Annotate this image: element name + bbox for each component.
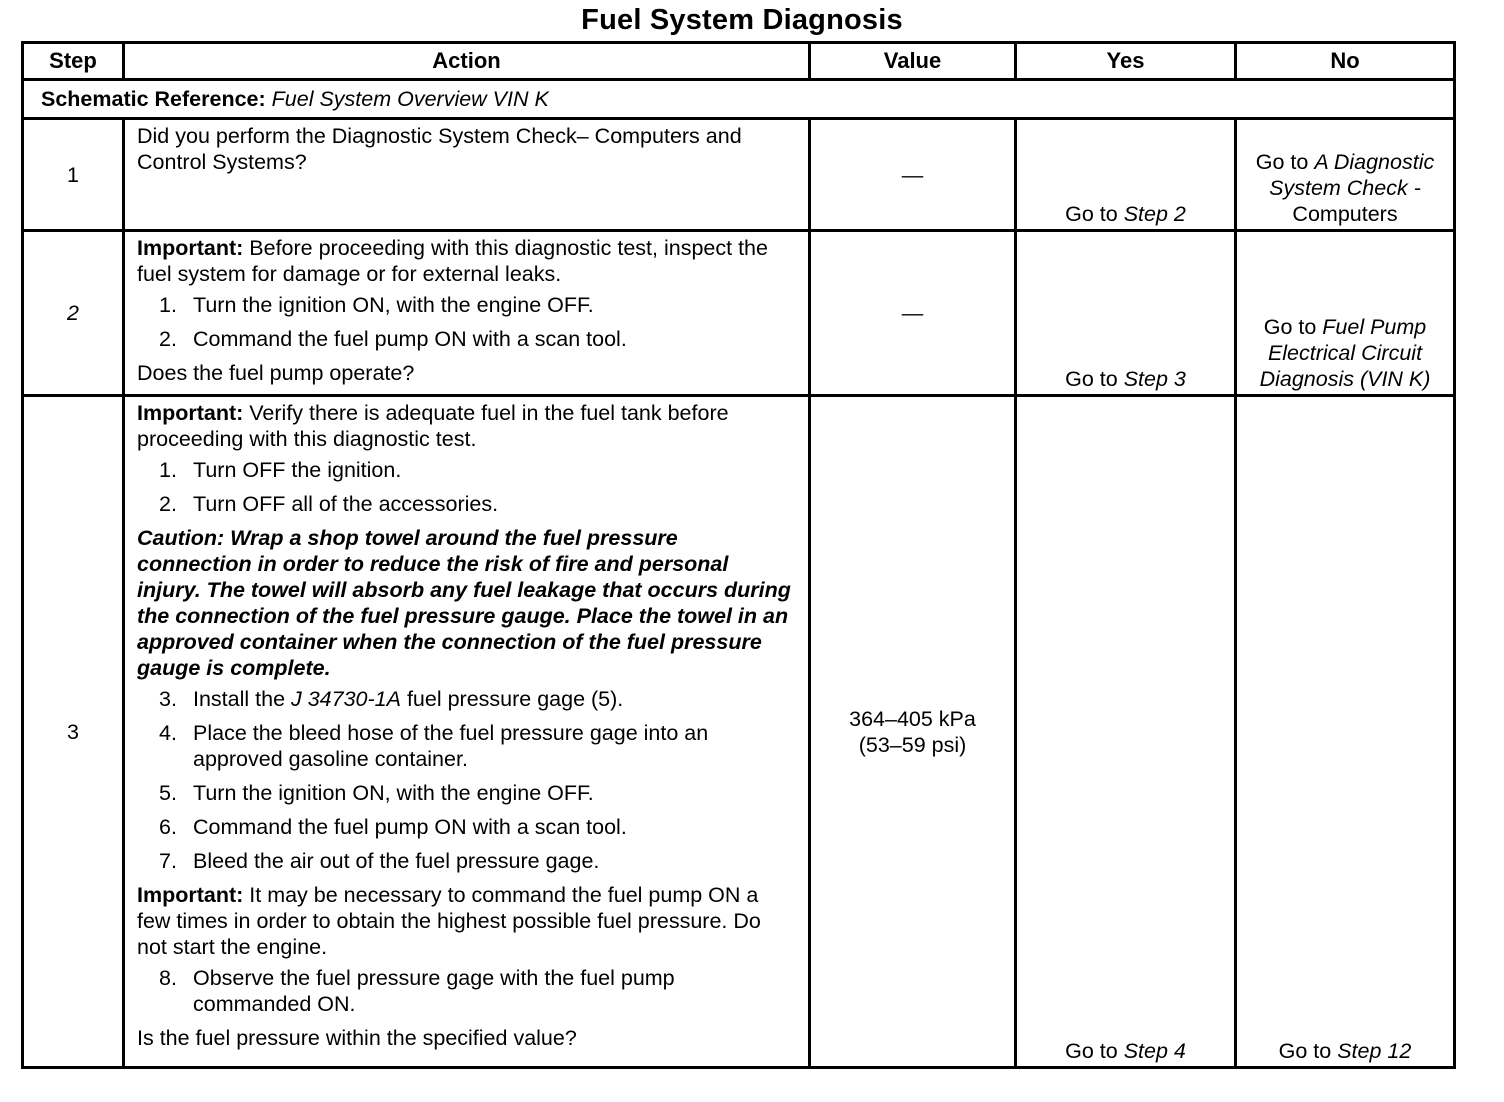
- list-number: 5.: [159, 781, 177, 805]
- header-step: Step: [23, 43, 124, 80]
- list-text: Place the bleed hose of the fuel pressure gage into an approved gasoline container.: [193, 721, 709, 771]
- important-text: It may be necessary to command the fuel pump ON a few times in order to obtain the highest possible fuel pressure. Do not start the engine.: [137, 883, 761, 959]
- yes-link[interactable]: Step 4: [1123, 1039, 1186, 1063]
- list-text: Command the fuel pump ON with a scan tool.: [193, 815, 627, 839]
- header-action: Action: [124, 43, 810, 80]
- list-item: [137, 965, 796, 1017]
- action-text: Did you perform the Diagnostic System Check– Computers and Control Systems?: [137, 124, 742, 174]
- list-item: [137, 686, 796, 712]
- list-number: 2.: [159, 327, 177, 351]
- list-number: 6.: [159, 815, 177, 839]
- list-number: 3.: [159, 687, 177, 711]
- table-row: [23, 231, 1455, 396]
- important-text: Before proceeding with this diagnostic test, inspect the fuel system for damage or for external leaks.: [137, 236, 768, 286]
- list-text: Install the: [193, 687, 291, 711]
- list-item: [137, 457, 796, 483]
- no-cell: [1236, 396, 1455, 1068]
- yes-prefix: Go to: [1065, 202, 1124, 226]
- yes-link[interactable]: Step 3: [1123, 367, 1186, 391]
- schematic-link[interactable]: Fuel System Overview VIN K: [271, 87, 549, 111]
- list-number: 4.: [159, 721, 177, 745]
- header-row: [23, 43, 1455, 80]
- question-text: Does the fuel pump operate?: [137, 361, 415, 385]
- action-cell: [124, 396, 810, 1068]
- value-cell: [810, 119, 1016, 231]
- list-text: Turn OFF the ignition.: [193, 458, 402, 482]
- header-no: No: [1236, 43, 1455, 80]
- list-number: 1.: [159, 458, 177, 482]
- list-text: fuel pressure gage (5).: [400, 687, 624, 711]
- list-number: 8.: [159, 966, 177, 990]
- step-number: 2: [23, 231, 124, 396]
- list-text: Bleed the air out of the fuel pressure gage.: [193, 849, 600, 873]
- list-text: Turn the ignition ON, with the engine OFF.: [193, 781, 594, 805]
- no-link[interactable]: A Diagnostic System Check -: [1269, 150, 1435, 200]
- yes-cell: [1016, 119, 1236, 231]
- header-yes: Yes: [1016, 43, 1236, 80]
- value-cell: [810, 396, 1016, 1068]
- list-text: Turn the ignition ON, with the engine OFF.: [193, 293, 594, 317]
- list-number: 1.: [159, 293, 177, 317]
- no-prefix: Go to: [1263, 315, 1323, 339]
- list-item: [137, 780, 796, 806]
- value-psi: (53–59 psi): [858, 732, 967, 757]
- list-number: 7.: [159, 849, 177, 873]
- caution-note: Caution: Wrap a shop towel around the fuel pressure connection in order to reduce the risk of fire and personal injury. The towel will absorb any fuel leakage that occurs during the connection of the fuel pressure gauge. Place the towel in an approved container when the connection of the fuel pressure gauge is complete.: [137, 526, 791, 680]
- yes-prefix: Go to: [1065, 1039, 1124, 1063]
- list-text: Command the fuel pump ON with a scan tool.: [193, 327, 627, 351]
- no-prefix: Go to: [1278, 1039, 1338, 1063]
- important-label: Important:: [137, 883, 244, 907]
- table-row: [23, 396, 1455, 1068]
- important-note: [137, 882, 796, 960]
- value-cell: [810, 231, 1016, 396]
- important-label: Important:: [137, 236, 244, 260]
- list-item: [137, 292, 796, 318]
- table-row: [23, 119, 1455, 231]
- no-prefix: Go to: [1255, 150, 1315, 174]
- important-note: [137, 400, 796, 452]
- no-cell: [1236, 119, 1455, 231]
- yes-cell: [1016, 231, 1236, 396]
- step-number: 3: [23, 396, 124, 1068]
- list-item: [137, 491, 796, 517]
- procedure-list: [137, 292, 796, 352]
- action-cell: [124, 119, 810, 231]
- schematic-label: Schematic Reference:: [41, 87, 266, 111]
- yes-link[interactable]: Step 2: [1123, 202, 1186, 226]
- question-text: Is the fuel pressure within the specified value?: [137, 1026, 577, 1050]
- value-dash: —: [901, 162, 924, 187]
- diagnosis-table: [21, 41, 1456, 1069]
- yes-cell: [1016, 396, 1236, 1068]
- yes-prefix: Go to: [1065, 367, 1124, 391]
- step-number: 1: [23, 119, 124, 231]
- procedure-list: [137, 457, 796, 517]
- header-value: Value: [810, 43, 1016, 80]
- list-text: Observe the fuel pressure gage with the fuel pump commanded ON.: [193, 966, 675, 1016]
- list-item: [137, 814, 796, 840]
- action-cell: [124, 231, 810, 396]
- list-item: [137, 326, 796, 352]
- list-item: [137, 720, 796, 772]
- no-link[interactable]: Fuel Pump Electrical Circuit Diagnosis (VIN K): [1259, 315, 1431, 391]
- no-cell: [1236, 231, 1455, 396]
- value-kpa: 364–405 kPa: [849, 706, 976, 731]
- list-item: [137, 848, 796, 874]
- list-text: Turn OFF all of the accessories.: [193, 492, 499, 516]
- no-link[interactable]: Step 12: [1337, 1039, 1412, 1063]
- procedure-list: [137, 686, 796, 874]
- tool-reference: J 34730-1A: [291, 687, 401, 711]
- schematic-row: [23, 80, 1455, 119]
- page-title: Fuel System Diagnosis: [581, 4, 903, 36]
- important-label: Important:: [137, 401, 244, 425]
- value-dash: —: [901, 301, 924, 325]
- schematic-reference: [23, 80, 1455, 119]
- important-text: Verify there is adequate fuel in the fuel tank before proceeding with this diagnostic test.: [137, 401, 729, 451]
- important-note: [137, 235, 796, 287]
- list-number: 2.: [159, 492, 177, 516]
- no-suffix: Computers: [1292, 202, 1398, 226]
- procedure-list: [137, 965, 796, 1017]
